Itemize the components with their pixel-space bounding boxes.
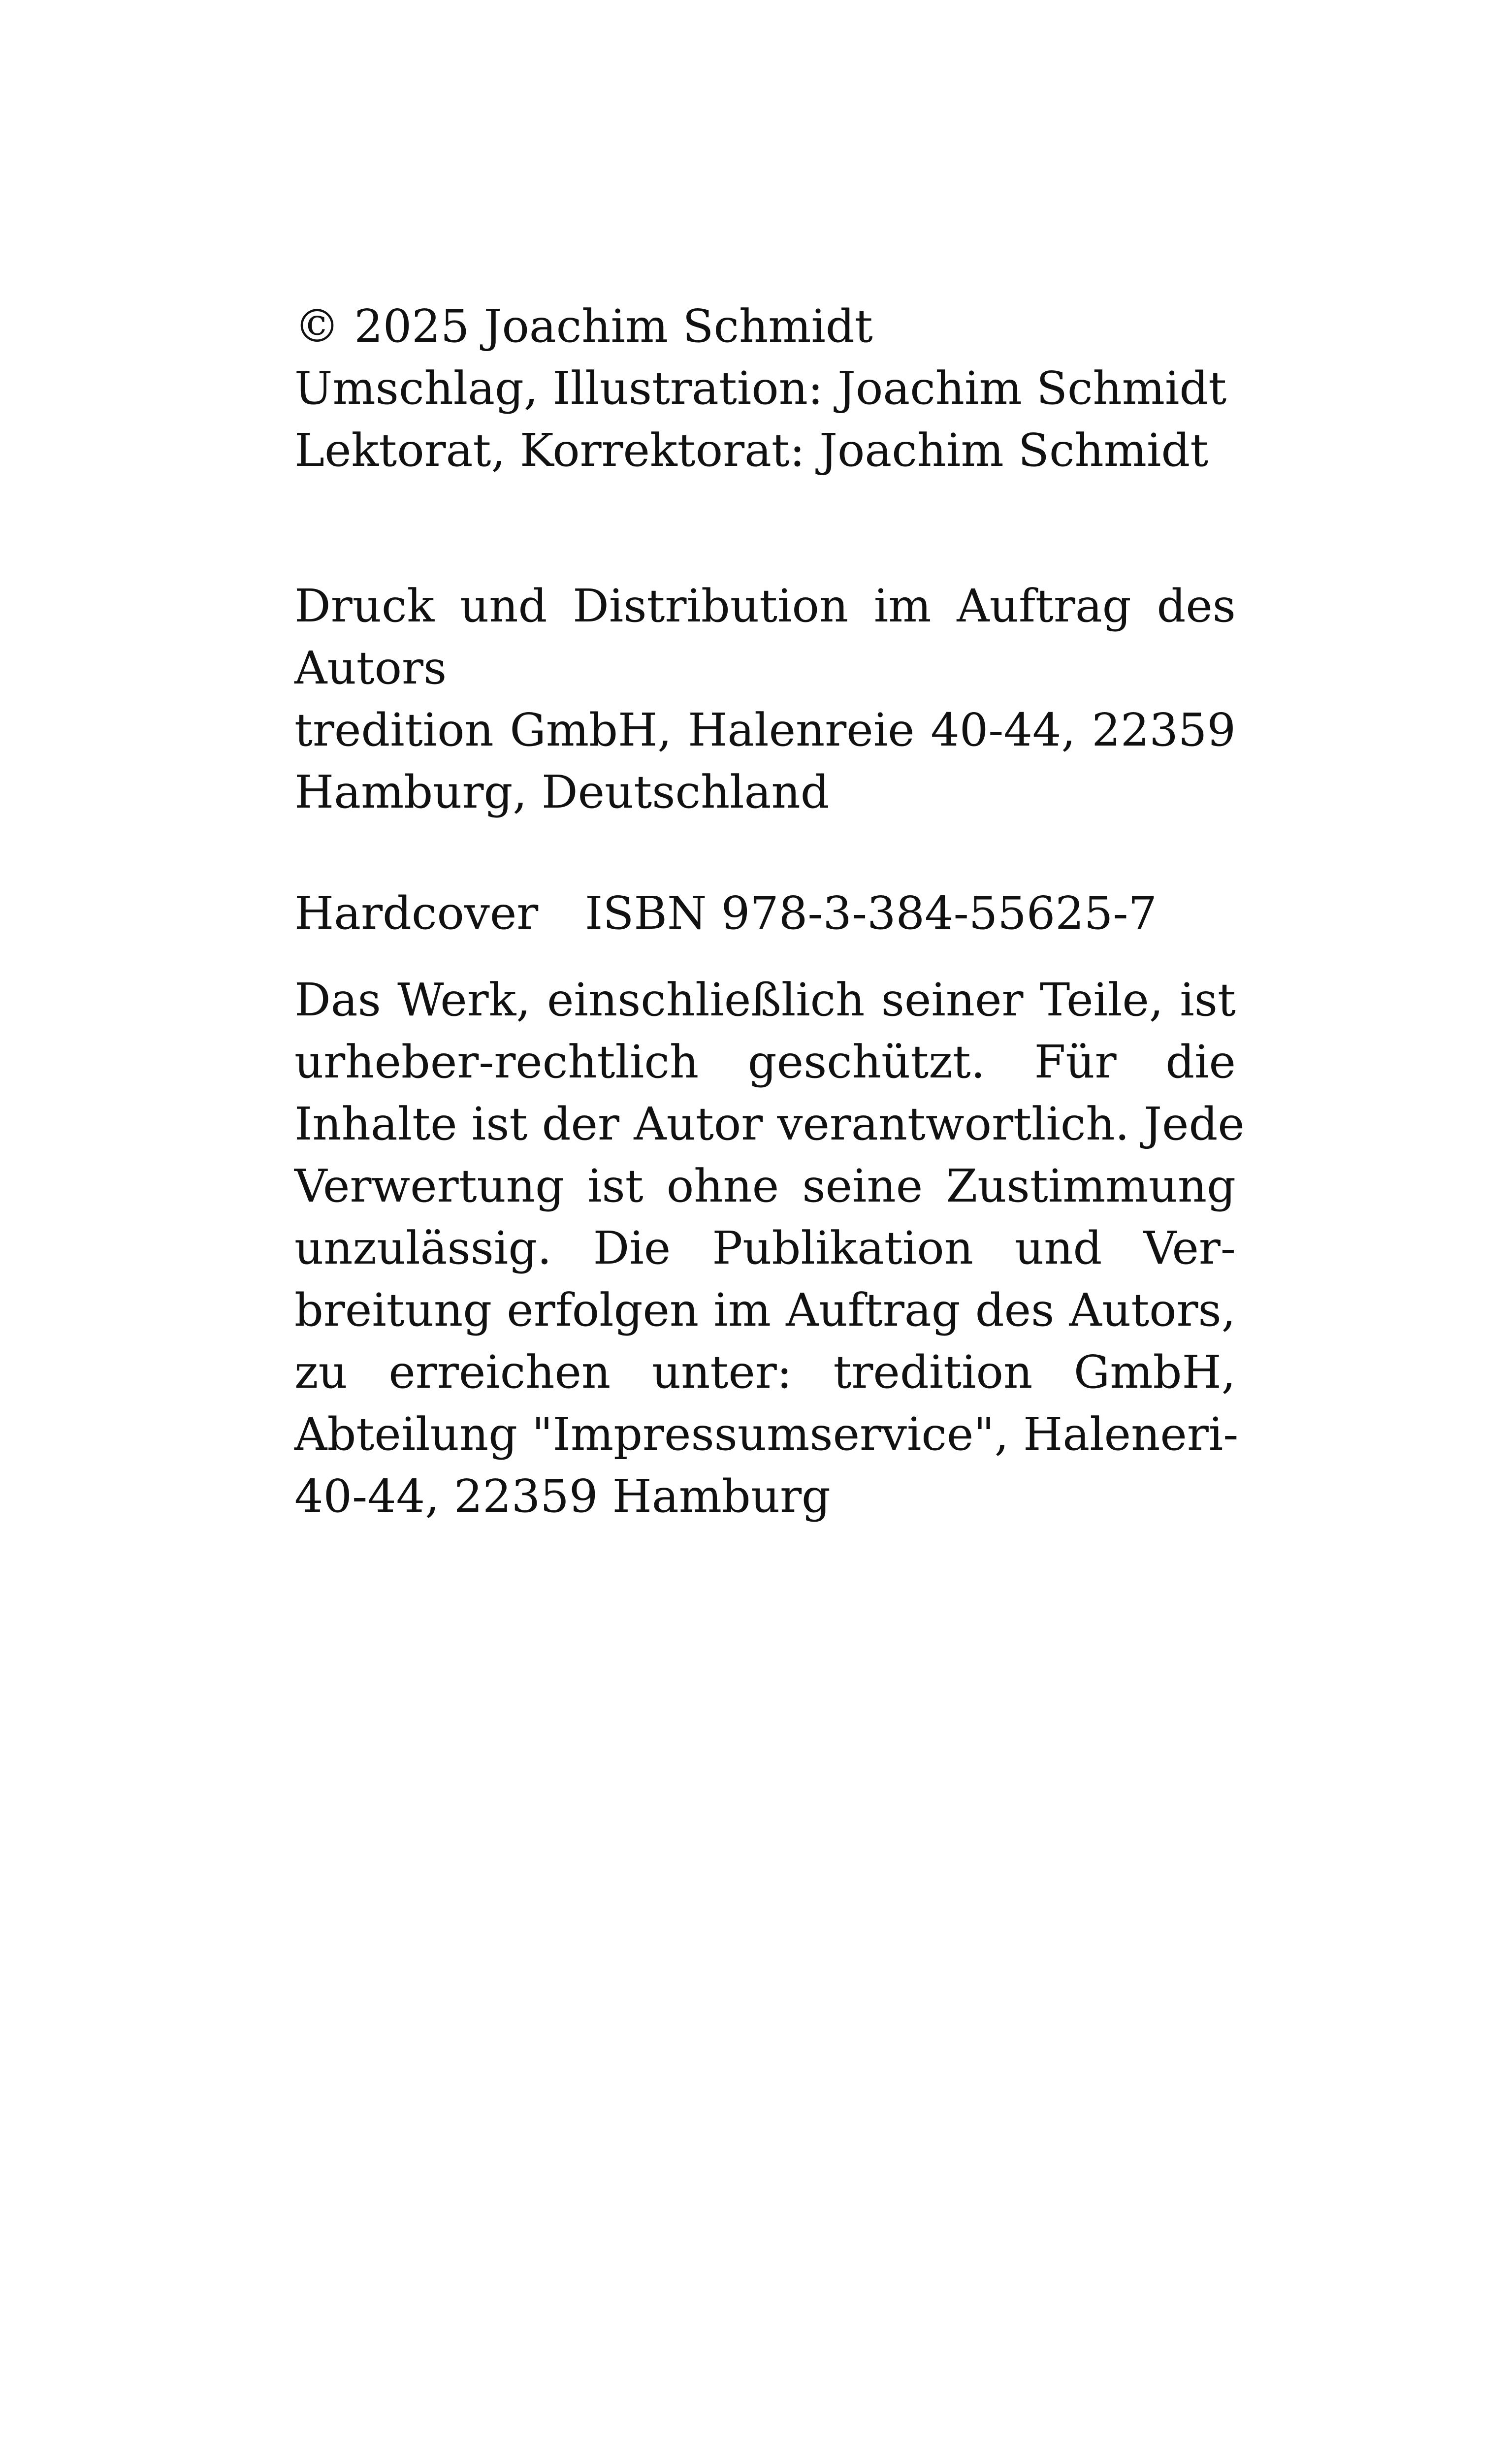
- isbn-row: [294, 882, 1236, 945]
- spacer: [294, 482, 1236, 575]
- isbn-format: Hardcover: [294, 887, 539, 940]
- copyright-line: © 2025 Joachim Schmidt: [294, 300, 873, 353]
- distribution-block: [294, 575, 1236, 823]
- isbn-number: ISBN 978-3-384-55625-7: [585, 887, 1157, 940]
- rights-line: zu erreichen unter: tredition GmbH,: [294, 1346, 1236, 1399]
- cover-credit-line: Umschlag, Illustration: Joachim Schmidt: [294, 362, 1227, 415]
- rights-line: 40-44, 22359 Hamburg: [294, 1470, 831, 1523]
- rights-line: Verwertung ist ohne seine Zustimmung: [294, 1160, 1236, 1212]
- rights-block: [294, 969, 1245, 1528]
- editing-credit-line: Lektorat, Korrektorat: Joachim Schmidt: [294, 424, 1209, 477]
- rights-line: Abteilung "Impressumservice", Haleneri-: [294, 1408, 1239, 1461]
- imprint-content: [294, 295, 1245, 1528]
- distribution-line: Druck und Distribution im Auftrag des: [294, 580, 1236, 632]
- credits-block: [294, 295, 1236, 482]
- distribution-line: Autors: [294, 642, 447, 694]
- distribution-line: Hamburg, Deutschland: [294, 766, 830, 818]
- rights-line: urheber-rechtlich geschützt. Für die: [294, 1036, 1236, 1088]
- rights-line: unzulässig. Die Publikation und Ver-: [294, 1222, 1236, 1274]
- distribution-line: tredition GmbH, Halenreie 40-44, 22359: [294, 704, 1236, 756]
- rights-line: Das Werk, einschließlich seiner Teile, ist: [294, 974, 1236, 1026]
- rights-line: Inhalte ist der Autor verantwortlich. Jede: [294, 1098, 1245, 1150]
- spacer: [294, 945, 1236, 969]
- spacer: [294, 823, 1236, 882]
- rights-line: breitung erfolgen im Auftrag des Autors,: [294, 1284, 1236, 1336]
